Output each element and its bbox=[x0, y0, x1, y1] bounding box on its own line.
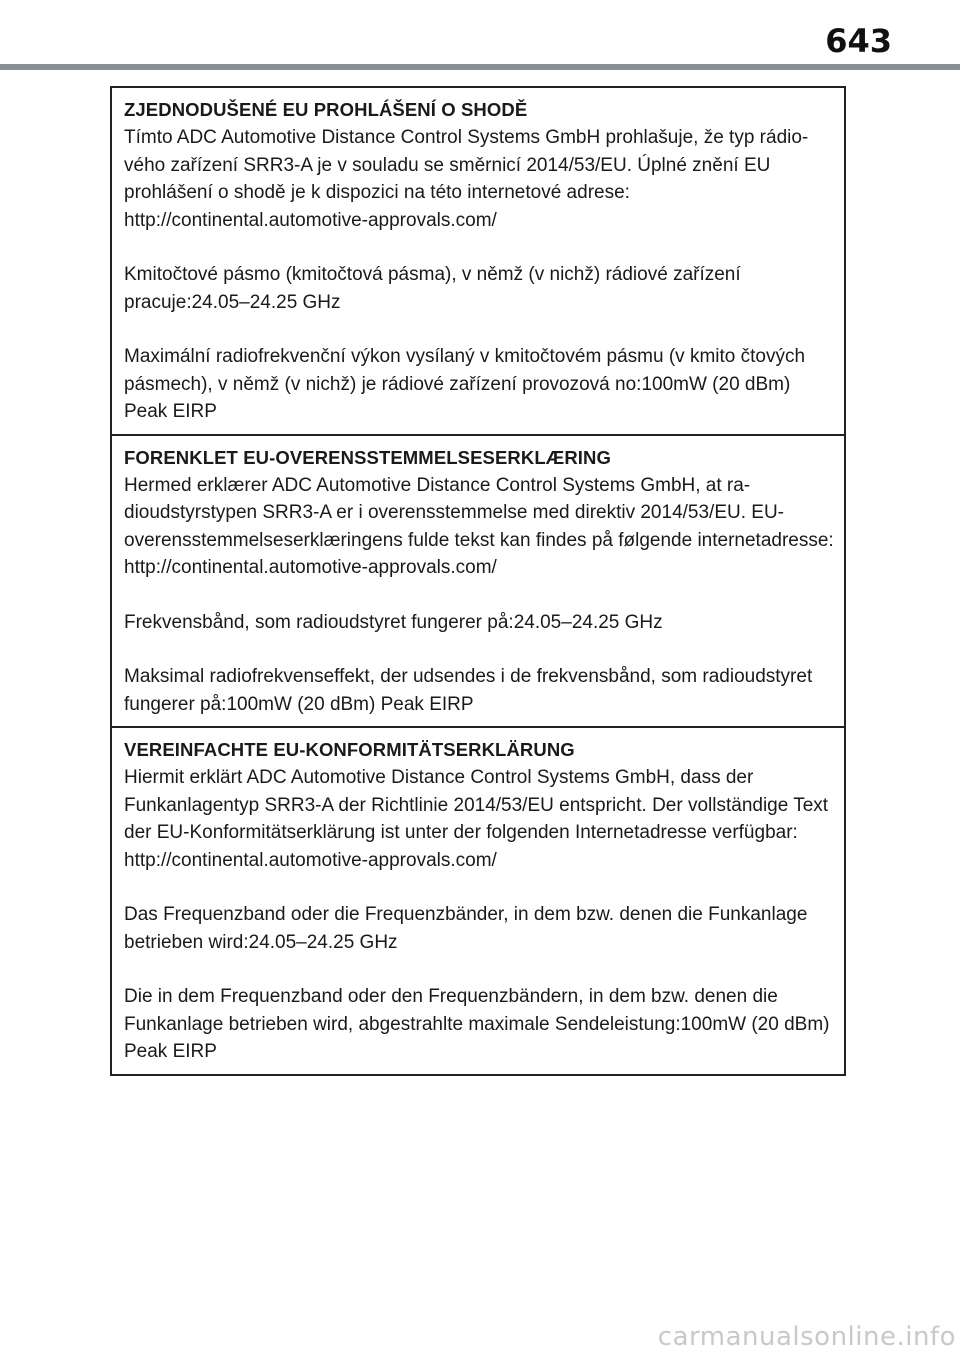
power-text: Die in dem Frequenzband oder den Frequenzbändern, in dem bzw. denen die Funkanlage betrieben wird, abgestrahlte maximale Sendeleistung:100mW (20 dBm) Peak EIRP bbox=[124, 986, 830, 1062]
frequency-text: Kmitočtové pásmo (kmitočtová pásma), v němž (v nichž) rádiové zařízení pracuje:24.05–24.25 GHz bbox=[124, 264, 741, 313]
declaration-url[interactable]: http://continental.automotive-approvals.com/ bbox=[124, 849, 497, 871]
declaration-section-danish bbox=[112, 436, 844, 729]
frequency-text: Frekvensbånd, som radioudstyret fungerer på:24.05–24.25 GHz bbox=[124, 611, 663, 633]
declarations-table bbox=[110, 86, 846, 1076]
declaration-text: Tímto ADC Automotive Distance Control Systems GmbH prohlašuje, že typ rádio-vého zařízení SRR3-A je v souladu se směrnicí 2014/53/EU. Úplné znění EU prohlášení o shodě je k dispozici na této internetové adrese: bbox=[124, 127, 809, 203]
watermark: carmanualsonline.info bbox=[657, 1322, 956, 1352]
section-title: ZJEDNODUŠENÉ EU PROHLÁŠENÍ O SHODĚ bbox=[124, 99, 528, 120]
power-text: Maximální radiofrekvenční výkon vysílaný v kmitočtovém pásmu (v kmito čtových pásmech), v němž (v nichž) je rádiové zařízení provozová no:100mW (20 dBm) Peak EIRP bbox=[124, 346, 806, 422]
declaration-text: Hiermit erklärt ADC Automotive Distance Control Systems GmbH, dass der Funkanlagentyp SRR3-A der Richtlinie 2014/53/EU entspricht. Der vollständige Text der EU-Konformitätserklärung ist unter der folgenden Internetadresse verfügbar: bbox=[124, 767, 829, 843]
section-title: FORENKLET EU-OVERENSSTEMMELSESERKLÆRING bbox=[124, 446, 611, 468]
declaration-section-czech bbox=[112, 88, 844, 436]
section-title: VEREINFACHTE EU-KONFORMITÄTSERKLÄRUNG bbox=[124, 739, 575, 760]
declaration-url[interactable]: http://continental.automotive-approvals.com/ bbox=[124, 557, 497, 578]
declaration-text: Hermed erklærer ADC Automotive Distance Control Systems GmbH, at ra-dioudstyrstypen SRR3-A er i overensstemmelse med direktiv 2014/53/EU. EU-overensstemmelseserklæringens fulde tekst kan findes på følgende internetadresse: bbox=[124, 474, 834, 551]
page-number: 643 bbox=[825, 22, 892, 60]
declaration-url[interactable]: http://continental.automotive-approvals.com/ bbox=[124, 209, 497, 231]
power-text: Maksimal radiofrekvenseffekt, der udsendes i de frekvensbånd, som radioudstyret fungerer på:100mW (20 dBm) Peak EIRP bbox=[124, 666, 813, 715]
frequency-text: Das Frequenzband oder die Frequenzbänder, in dem bzw. denen die Funkanlage betrieben wird:24.05–24.25 GHz bbox=[124, 904, 808, 953]
header-divider bbox=[0, 64, 960, 70]
declaration-section-german bbox=[112, 728, 844, 1074]
